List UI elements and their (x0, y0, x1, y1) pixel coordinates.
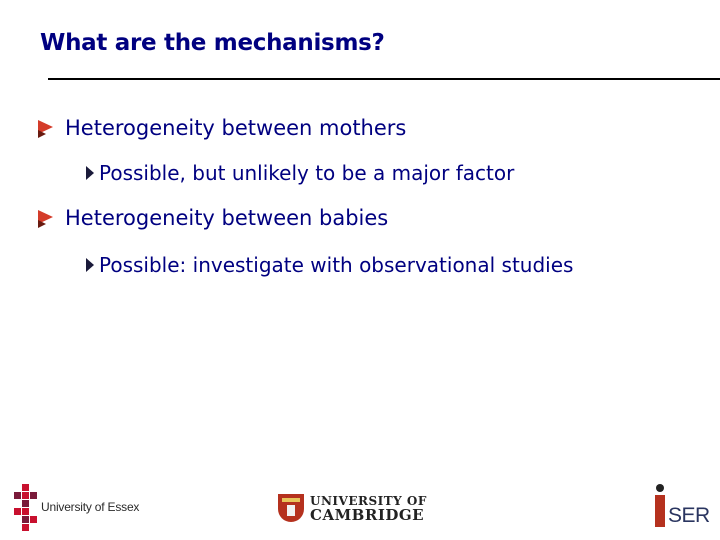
sub-bullet-item (86, 161, 514, 185)
bullet-text: Heterogeneity between babies (65, 206, 389, 230)
essex-logo-text: University of Essex (41, 500, 140, 514)
iser-i-icon (654, 484, 666, 528)
cambridge-logo-text (310, 494, 427, 522)
bullet-item (38, 116, 406, 140)
sub-bullet-text: Possible, but unlikely to be a major factor (99, 161, 515, 185)
iser-logo (654, 482, 710, 528)
bullet-text: Heterogeneity between mothers (65, 116, 407, 140)
triangle-sub-bullet-icon (86, 258, 94, 272)
triangle-bullet-icon (38, 120, 53, 134)
cambridge-line2: CAMBRIDGE (310, 506, 425, 524)
iser-logo-text: SER (668, 504, 710, 527)
cambridge-shield-icon (278, 494, 304, 522)
triangle-sub-bullet-icon (86, 166, 94, 180)
cambridge-logo (278, 494, 427, 522)
bullet-item (38, 206, 388, 230)
cambridge-line1: UNIVERSITY OF (310, 494, 427, 508)
triangle-bullet-icon (38, 210, 53, 224)
slide-title: What are the mechanisms? (40, 30, 385, 56)
sub-bullet-item (86, 253, 573, 277)
title-divider (48, 78, 720, 80)
essex-squares-icon (14, 484, 38, 530)
essex-logo (14, 484, 139, 530)
sub-bullet-text: Possible: investigate with observational studies (99, 253, 574, 277)
